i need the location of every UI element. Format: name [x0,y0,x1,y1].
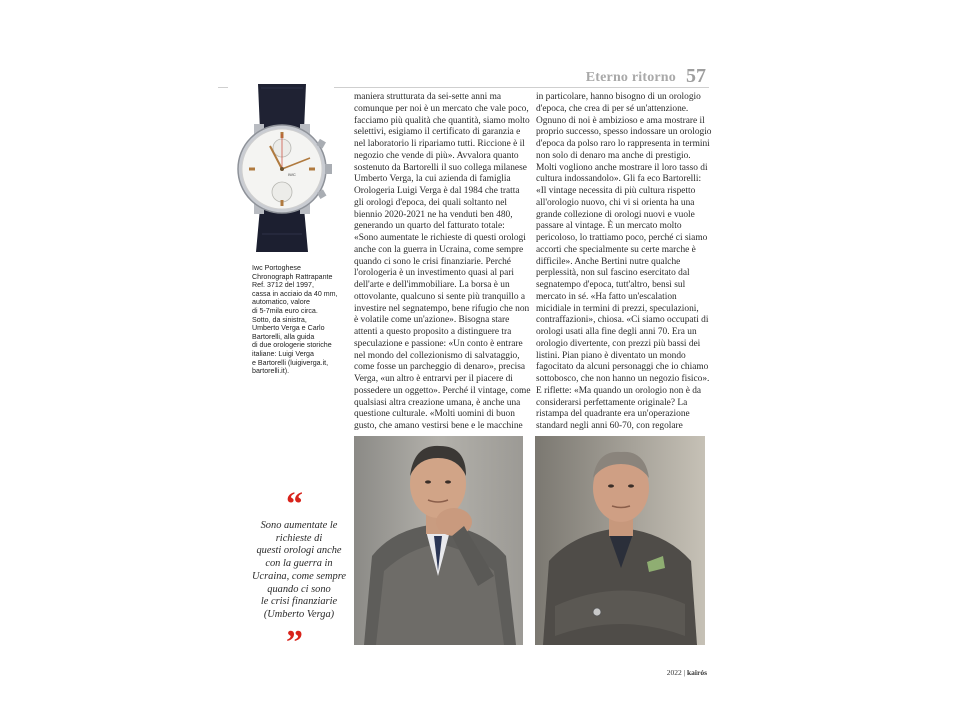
text-line: perplessità, non sul fascino esercitato dal [536,268,690,279]
text-line: gli orologi d'epoca, dei quali soltanto nel [354,197,507,208]
pull-quote-line: le crisi finanziarie [260,596,338,608]
text-line: gusto, che amano vestirsi bene e le macchine [354,421,523,431]
page-header [355,66,710,88]
text-line: quando ci sono le crisi finanziarie. Perché [354,256,511,267]
portrait-photo-verga [354,436,523,645]
article-column-2 [536,92,712,433]
text-line: fagocitato da alcuni personaggi che io chiamo [536,362,709,373]
text-line: l'orologeria è un investimento quasi al pari [354,268,514,279]
text-line: considerarsi perfettamente originale? La [536,397,688,408]
caption-line: di 5-7mila euro circa. [252,306,318,315]
text-line: nel laboratorio li ripariamo tutti. Riccione è il [354,139,525,149]
text-line: proprio successo, spesso indossare un orologio [536,127,712,138]
pull-quote-line: quando ci sono [267,583,331,595]
text-line: Ognuno di noi è ambizioso e ama mostrare il [536,115,705,126]
text-line: Molti vogliono anche mostrare il loro tasso di [536,162,708,173]
text-line: listini. Pian piano è diventato un mondo [536,350,686,361]
footer-year: 2022 [666,668,682,677]
text-line: qualsiasi altra creazione umana, è anche una [354,397,521,408]
pull-quote-line: (Umberto Verga) [263,608,335,620]
text-line: possedere un oggetto». Perché il vintage, come [354,385,531,396]
text-line: passare al vintage. È un mercato molto [536,221,682,232]
quote-close-mark: ” [286,624,303,661]
text-line: d'epoca da polso raro lo rappresenta in termini [536,139,710,149]
caption-line: Sotto, da sinistra, [252,315,307,324]
caption-line: cassa in acciaio da 40 mm, [252,289,338,298]
text-line: d'epoca, che crea di per sé un'attenzione. [536,103,689,114]
pull-quote [244,520,354,622]
caption-line: Iwc Portoghese [252,264,301,272]
quote-open-mark: “ [286,486,303,523]
caption-line: Bartorelli, alla guida [252,332,315,341]
text-line: non solo di denaro ma anche di prestigio. [536,150,691,161]
text-line: «Il vintage necessita di più cultura rispetto [536,186,696,196]
text-line: biennio 2020-2021 ne ha venduti ben 480, [354,209,513,220]
section-title: Eterno ritorno [585,70,676,85]
text-line: «Sono aumentate le richieste di questi orologi [354,233,526,243]
caption-line: italiane: Luigi Verga [252,349,314,358]
photo-caption [252,264,344,376]
text-line: micidiale in termini di prezzi, speculazioni, [536,303,699,314]
pull-quote-line: richieste di [275,532,323,544]
text-line: Orologeria Luigi Verga è dal 1984 che tratta [354,186,520,196]
pull-quote-line: con la guerra in [265,558,333,570]
text-line: Verga, «un altro è entrarvi per il piacere di [354,374,513,384]
pull-quote-line: Sono aumentate le [260,520,338,531]
text-line: pericoloso, lo trattiamo poco, perché ci siamo [536,233,708,243]
text-line: comunque per noi è un mercato che vale poco, [354,103,529,114]
text-line: come fosse un parcheggio di denaro», precisa [354,362,526,373]
text-line: orologi usati alla fine degli anni 70. Era un [536,327,697,337]
article-column-1 [354,92,531,433]
text-line: mercato in sé. «Ha fatto un'escalation [536,291,677,302]
text-line: orologio divertente, con prezzi più bassi dei [536,338,701,349]
text-line: nel mondo del collezionismo di salvataggio, [354,350,520,361]
caption-line: Umberto Verga e Carlo [252,324,325,333]
text-line: difficile». Anche Bertini nutre qualche [536,256,681,267]
pull-quote-line: Ucraina, come sempre [252,570,346,582]
portrait-photo-bartorelli [535,436,705,645]
text-line: maniera strutturata da sei-sette anni ma [354,92,502,102]
text-line: sottobosco, che non hanno un negozio fisico». [536,374,710,384]
text-line: in particolare, hanno bisogno di un orologio [536,92,701,102]
text-line: Umberto Verga, la cui azienda di famiglia [354,174,511,185]
caption-line: Ref. 3712 del 1997, [252,281,314,290]
text-line: è volatile come un'azione». Bisogna stare [354,315,510,326]
text-line: accorti che specialmente su certe marche è [536,244,696,255]
text-line: questione culturale. «Molti uomini di buon [354,409,515,420]
watch-photo [228,84,334,252]
text-line: generando un quarto del fatturato totale: [354,221,505,232]
text-line: segnatempo d'epoca, tutt'altro, bensì sul [536,280,686,290]
svg-text:IWC: IWC [288,172,296,177]
caption-line: bartorelli.it). [252,367,290,376]
text-line: standard negli anni 60-70, con regolare [536,421,683,431]
text-line: cultura indossandolo». Gli fa eco Bartorelli: [536,174,702,185]
page-footer: 2022 | kairós [666,668,707,677]
text-line: all'orologio nuovo, chi vi si orienta ha una [536,197,695,208]
caption-line: di due orologerie storiche [252,341,332,350]
text-line: grande collezione di orologi nuovi e vuole [536,209,695,220]
text-line: facciamo più qualità che quantità, siamo molto [354,115,530,126]
footer-brand: kairós [686,668,707,677]
text-line: investire nel segnatempo, bene rifugio che non [354,303,530,314]
caption-line: e Bartorelli (luigiverga.it, [252,358,329,367]
pull-quote-line: questi orologi anche [256,545,342,557]
page-number: 57 [686,65,706,87]
text-line: E riflette: «Ma quando un orologio non è da [536,385,702,396]
text-line: ristampa del quadrante era un'operazione [536,409,690,420]
text-line: ottovolante, qualcuno si sente più tranquillo a [354,291,526,302]
text-line: contraffazioni», chiosa. «Ci siamo occupati di [536,315,709,326]
text-line: negozio che vende di più». Avvalora quanto [354,150,519,161]
text-line: attenti a questo proposito a distinguere tra [354,327,512,337]
text-line: sostenuto da Bartorelli il suo collega milanese [354,162,527,173]
caption-line: Chronograph Rattrapante [252,272,333,281]
text-line: anche con la guerra in Ucraina, come sempre [354,244,524,255]
text-line: speculazione e passione: «Un conto è entrare [354,338,523,349]
caption-line: automatico, valore [252,298,310,307]
text-line: selettivi, esigiamo il certificato di garanzia e [354,127,521,138]
text-line: dell'arte e dell'immobiliare. La borsa è un [354,280,510,290]
